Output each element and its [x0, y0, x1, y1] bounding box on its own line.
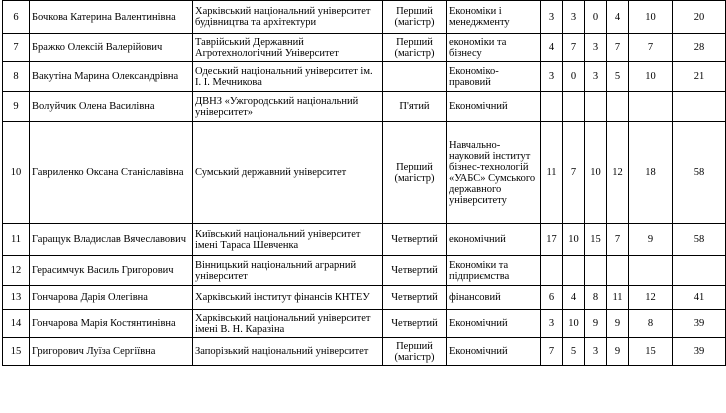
table-row [3, 286, 726, 310]
score-3: 3 [585, 34, 607, 62]
total-score [673, 92, 726, 122]
university-name: Харківський національний університет імені В. Н. Каразіна [193, 310, 383, 338]
score-3: 3 [585, 338, 607, 366]
faculty-name: Економіко-правовий [447, 62, 541, 92]
faculty-name: економіки та бізнесу [447, 34, 541, 62]
score-4: 11 [607, 286, 629, 310]
student-name: Гаращук Владислав Вячеславович [30, 224, 193, 256]
study-course: Четвертий [383, 224, 447, 256]
row-number: 10 [3, 122, 30, 224]
score-4: 7 [607, 224, 629, 256]
student-name: Гончарова Марія Костянтинівна [30, 310, 193, 338]
row-number: 7 [3, 34, 30, 62]
row-number: 11 [3, 224, 30, 256]
score-5: 12 [629, 286, 673, 310]
score-5: 18 [629, 122, 673, 224]
study-course: Четвертий [383, 256, 447, 286]
faculty-name: економічний [447, 224, 541, 256]
score-4: 9 [607, 310, 629, 338]
university-name: Запорізький національний університет [193, 338, 383, 366]
score-3: 15 [585, 224, 607, 256]
row-number: 15 [3, 338, 30, 366]
score-3 [585, 92, 607, 122]
student-name: Бочкова Катерина Валентинівна [30, 1, 193, 34]
student-name: Герасимчук Василь Григорович [30, 256, 193, 286]
score-2: 7 [563, 122, 585, 224]
university-name: Київський національний університет імені Тараса Шевченка [193, 224, 383, 256]
score-1: 4 [541, 34, 563, 62]
total-score: 41 [673, 286, 726, 310]
score-2: 4 [563, 286, 585, 310]
score-3 [585, 256, 607, 286]
results-table-body [3, 1, 726, 366]
score-1: 3 [541, 310, 563, 338]
faculty-name: Економіки і менеджменту [447, 1, 541, 34]
study-course: Четвертий [383, 310, 447, 338]
score-1: 7 [541, 338, 563, 366]
score-4: 5 [607, 62, 629, 92]
total-score: 39 [673, 310, 726, 338]
score-1 [541, 92, 563, 122]
faculty-name: Економічний [447, 92, 541, 122]
row-number: 6 [3, 1, 30, 34]
score-2: 10 [563, 310, 585, 338]
score-2: 7 [563, 34, 585, 62]
table-row [3, 92, 726, 122]
total-score: 39 [673, 338, 726, 366]
faculty-name: фінансовий [447, 286, 541, 310]
table-row [3, 224, 726, 256]
total-score: 58 [673, 122, 726, 224]
student-name: Григорович Луїза Сергіївна [30, 338, 193, 366]
total-score: 28 [673, 34, 726, 62]
total-score [673, 256, 726, 286]
score-3: 10 [585, 122, 607, 224]
total-score: 21 [673, 62, 726, 92]
score-4: 9 [607, 338, 629, 366]
score-5: 15 [629, 338, 673, 366]
university-name: Сумський державний університет [193, 122, 383, 224]
score-1: 11 [541, 122, 563, 224]
score-3: 9 [585, 310, 607, 338]
score-1: 3 [541, 1, 563, 34]
table-row [3, 34, 726, 62]
score-4 [607, 92, 629, 122]
score-2: 0 [563, 62, 585, 92]
university-name: Харківський національний університет будівництва та архітектури [193, 1, 383, 34]
score-2: 3 [563, 1, 585, 34]
row-number: 8 [3, 62, 30, 92]
table-row [3, 256, 726, 286]
score-3: 3 [585, 62, 607, 92]
score-2: 5 [563, 338, 585, 366]
score-3: 0 [585, 1, 607, 34]
score-1: 17 [541, 224, 563, 256]
study-course [383, 62, 447, 92]
score-1: 6 [541, 286, 563, 310]
total-score: 58 [673, 224, 726, 256]
score-5 [629, 256, 673, 286]
faculty-name: Економіки та підприємства [447, 256, 541, 286]
score-2: 10 [563, 224, 585, 256]
score-5: 10 [629, 62, 673, 92]
table-row [3, 310, 726, 338]
faculty-name: Економічний [447, 310, 541, 338]
row-number: 13 [3, 286, 30, 310]
row-number: 9 [3, 92, 30, 122]
university-name: ДВНЗ «Ужгородський національний університет» [193, 92, 383, 122]
score-5: 8 [629, 310, 673, 338]
study-course: Четвертий [383, 286, 447, 310]
score-5: 7 [629, 34, 673, 62]
student-name: Вакутіна Марина Олександрівна [30, 62, 193, 92]
score-4 [607, 256, 629, 286]
university-name: Таврійський Державний Агротехнологічний Університет [193, 34, 383, 62]
score-2 [563, 92, 585, 122]
table-row [3, 1, 726, 34]
faculty-name: Навчально-науковий інститут бізнес-технологій «УАБС» Сумського державного університету [447, 122, 541, 224]
table-row [3, 62, 726, 92]
total-score: 20 [673, 1, 726, 34]
score-2 [563, 256, 585, 286]
score-1: 3 [541, 62, 563, 92]
score-3: 8 [585, 286, 607, 310]
score-5 [629, 92, 673, 122]
score-4: 4 [607, 1, 629, 34]
table-row [3, 122, 726, 224]
university-name: Харківський інститут фінансів КНТЕУ [193, 286, 383, 310]
score-5: 10 [629, 1, 673, 34]
study-course: Перший (магістр) [383, 1, 447, 34]
table-row [3, 338, 726, 366]
university-name: Одеський національний університет ім. І. І. Мечникова [193, 62, 383, 92]
study-course: П'ятий [383, 92, 447, 122]
university-name: Вінницький національний аграрний університет [193, 256, 383, 286]
student-name: Гавриленко Оксана Станіславівна [30, 122, 193, 224]
row-number: 12 [3, 256, 30, 286]
results-table [2, 0, 726, 366]
student-name: Бражко Олексій Валерійович [30, 34, 193, 62]
student-name: Волуйчик Олена Василівна [30, 92, 193, 122]
score-5: 9 [629, 224, 673, 256]
row-number: 14 [3, 310, 30, 338]
faculty-name: Економічний [447, 338, 541, 366]
study-course: Перший (магістр) [383, 338, 447, 366]
score-4: 7 [607, 34, 629, 62]
student-name: Гончарова Дарія Олегівна [30, 286, 193, 310]
study-course: Перший (магістр) [383, 34, 447, 62]
score-1 [541, 256, 563, 286]
score-4: 12 [607, 122, 629, 224]
study-course: Перший (магістр) [383, 122, 447, 224]
